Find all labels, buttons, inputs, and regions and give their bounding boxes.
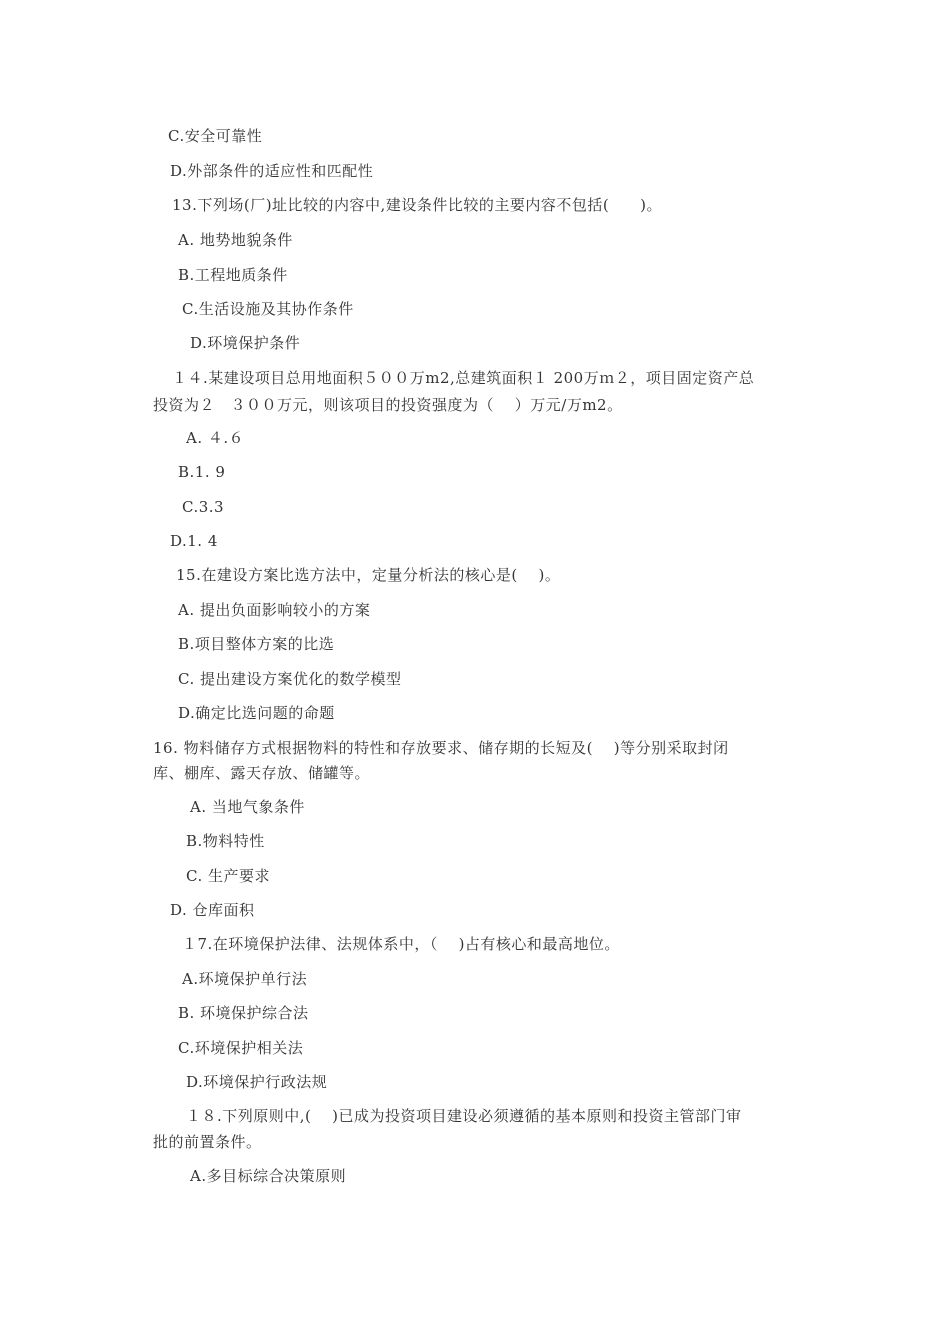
question-13: 13.下列场(厂)址比较的内容中,建设条件比较的主要内容不包括( )。	[172, 196, 663, 214]
option-16d: D. 仓库面积	[170, 901, 255, 919]
option-15c: C. 提出建设方案优化的数学模型	[178, 670, 402, 688]
question-18-line2: 批的前置条件。	[153, 1133, 262, 1151]
question-17: １7.在环境保护法律、法规体系中，（ )占有核心和最高地位。	[182, 935, 620, 953]
option-17c: C.环境保护相关法	[178, 1039, 304, 1057]
option-12c: C.安全可靠性	[168, 127, 263, 145]
option-17b: B. 环境保护综合法	[178, 1004, 309, 1022]
question-16-line2: 库、棚库、露天存放、储罐等。	[153, 764, 371, 782]
option-13a: A. 地势地貌条件	[178, 231, 293, 249]
option-13d: D.环境保护条件	[190, 334, 301, 352]
option-18a: A.多目标综合决策原则	[190, 1167, 347, 1185]
option-12d: D.外部条件的适应性和匹配性	[170, 162, 374, 180]
question-18-line1: １８.下列原则中,( )已成为投资项目建设必须遵循的基本原则和投资主管部门审	[186, 1107, 742, 1125]
option-15d: D.确定比选问题的命题	[178, 704, 335, 722]
option-14d: D.1. 4	[170, 532, 218, 550]
option-16a: A. 当地气象条件	[190, 798, 305, 816]
option-16c: C. 生产要求	[186, 867, 270, 885]
option-16b: B.物料特性	[186, 832, 265, 850]
option-14b: B.1. 9	[178, 463, 226, 481]
option-17a: A.环境保护单行法	[182, 970, 308, 988]
question-14-line1: １４.某建设项目总用地面积５００万m2,总建筑面积１ 200万ｍ２，项目固定资产总	[172, 369, 755, 387]
question-15: 15.在建设方案比选方法中，定量分析法的核心是( )。	[176, 566, 561, 584]
question-16-line1: 16. 物料储存方式根据物料的特性和存放要求、储存期的长短及( )等分别采取封闭	[153, 739, 729, 757]
option-17d: D.环境保护行政法规	[186, 1073, 328, 1091]
option-13b: B.工程地质条件	[178, 266, 288, 284]
option-14c: C.3.3	[182, 498, 225, 516]
question-14-line2: 投资为２ ３００万元，则该项目的投资强度为（ ）万元/万m2。	[153, 396, 623, 414]
option-14a: A. ４.６	[186, 429, 245, 447]
option-13c: C.生活设施及其协作条件	[182, 300, 354, 318]
option-15a: A. 提出负面影响较小的方案	[178, 601, 371, 619]
option-15b: B.项目整体方案的比选	[178, 635, 335, 653]
